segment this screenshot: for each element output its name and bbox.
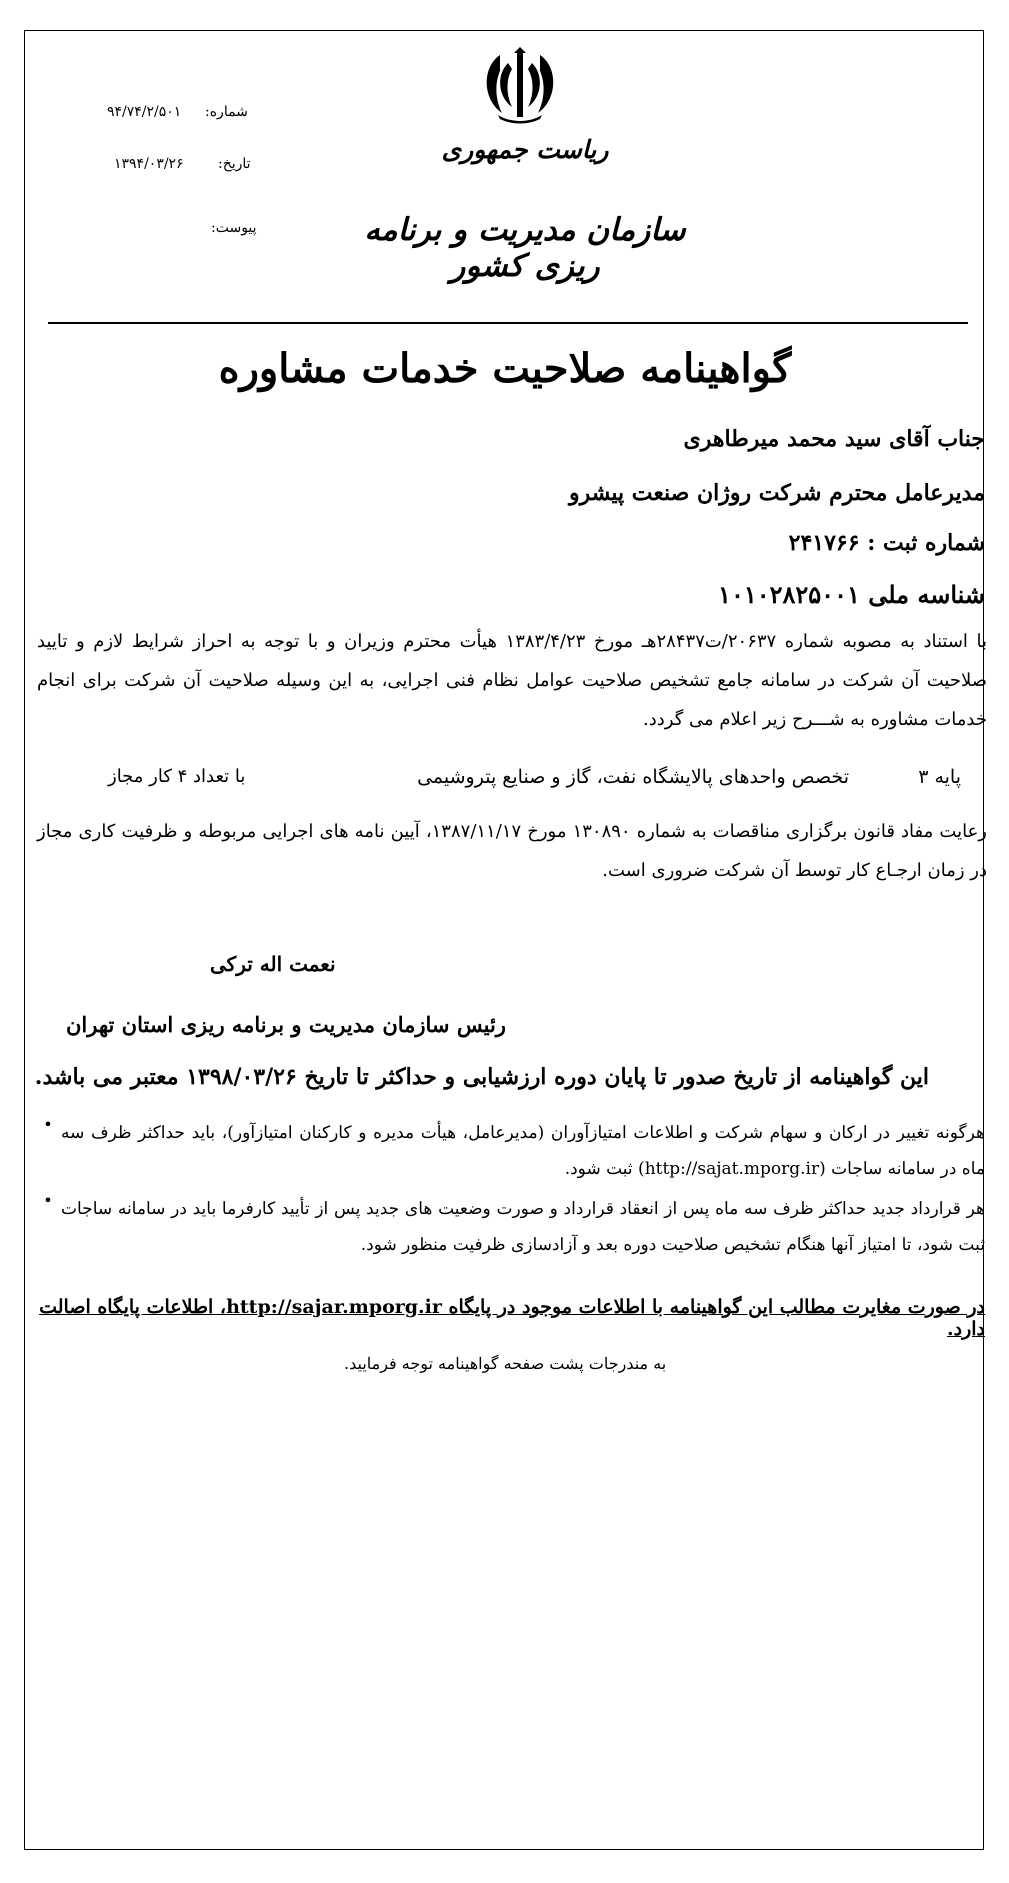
bullet-icon: •	[43, 1191, 53, 1210]
footer-note: به مندرجات پشت صفحه گواهینامه توجه فرمایید.	[344, 1354, 667, 1373]
position-line: مدیرعامل محترم شرکت روژان صنعت پیشرو	[568, 480, 985, 506]
bullet-icon: •	[43, 1115, 53, 1134]
iran-emblem-icon	[478, 45, 562, 125]
number-label: شماره:	[205, 104, 248, 120]
date-label: تاریخ:	[218, 156, 251, 172]
note-text: هر قرارداد جدید حداکثر ظرف سه ماه پس از انعقاد قرارداد و صورت وضعیت های جدید پس از تأیید کارفرما باید در سامانه ساجات ثبت شود، تا امتیاز آنها هنگام تشخیص صلاحیت دوره بعد و آزادسازی ظرفیت منظور شود.	[61, 1199, 985, 1255]
note-item	[35, 1191, 985, 1263]
specialty-label: تخصص واحدهای پالایشگاه نفت، گاز و صنایع پتروشیمی	[417, 766, 849, 788]
national-id: شناسه ملی ۱۰۱۰۲۸۲۵۰۰۱	[718, 580, 985, 609]
organization-title: سازمان مدیریت و برنامه ریزی کشور	[364, 212, 686, 284]
registration-number: شماره ثبت : ۲۴۱۷۶۶	[788, 530, 985, 556]
header-divider	[48, 322, 968, 324]
recipient-line: جناب آقای سید محمد میرطاهری	[683, 426, 985, 452]
compliance-paragraph: رعایت مفاد قانون برگزاری مناقصات به شماره ۱۳۰۸۹۰ مورخ ۱۳۸۷/۱۱/۱۷، آیین نامه های اجرایی مربوطه و ظرفیت کاری مجاز در زمان ارجـاع کار توسط آن شرکت ضروری است.	[37, 821, 987, 881]
date-value: ۱۳۹۴/۰۳/۲۶	[114, 156, 184, 172]
attachment-label: پیوست:	[211, 220, 257, 236]
notes-list	[35, 1115, 985, 1263]
grade-label: پایه ۳	[918, 766, 961, 788]
signatory-title: رئیس سازمان مدیریت و برنامه ریزی استان تهران	[66, 1012, 506, 1037]
discrepancy-notice: در صورت مغایرت مطالب این گواهینامه با اطلاعات موجود در پایگاه http://sajar.mporg.ir، اطلاعات پایگاه اصالت دارد.	[39, 1296, 985, 1340]
note-text: هرگونه تغییر در ارکان و سهام شرکت و اطلاعات امتیازآوران (مدیرعامل، هیأت مدیره و کارکنان امتیازآور)، باید حداکثر ظرف سه ماه در سامانه ساجات (http://sajat.mporg.ir) ثبت شود.	[61, 1123, 985, 1179]
certificate-title: گواهینامه صلاحیت خدمات مشاوره	[218, 345, 792, 392]
document-border	[24, 30, 984, 1850]
validity-statement: این گواهینامه از تاریخ صدور تا پایان دوره ارزشیابی و حداکثر تا تاریخ ۱۳۹۸/۰۳/۲۶ معتبر می باشد.	[34, 1064, 929, 1090]
capacity-label: با تعداد ۴ کار مجاز	[108, 766, 246, 787]
note-item	[35, 1115, 985, 1187]
number-value: ۹۴/۷۴/۲/۵۰۱	[107, 104, 182, 120]
intro-paragraph: با استناد به مصوبه شماره ۲۰۶۳۷/ت۲۸۴۳۷هـ مورخ ۱۳۸۳/۴/۲۳ هیأت محترم وزیران و با توجه به احراز شرایط لازم و تایید صلاحیت آن شرکت در سامانه جامع تشخیص صلاحیت عوامل نظام فنی اجرایی، به این وسیله صلاحیت آن شرکت برای انجام خدمات مشاوره به شـــرح زیر اعلام می گردد.	[37, 631, 987, 730]
presidency-title: ریاست جمهوری	[441, 135, 609, 164]
signatory-name: نعمت اله ترکی	[210, 952, 336, 976]
